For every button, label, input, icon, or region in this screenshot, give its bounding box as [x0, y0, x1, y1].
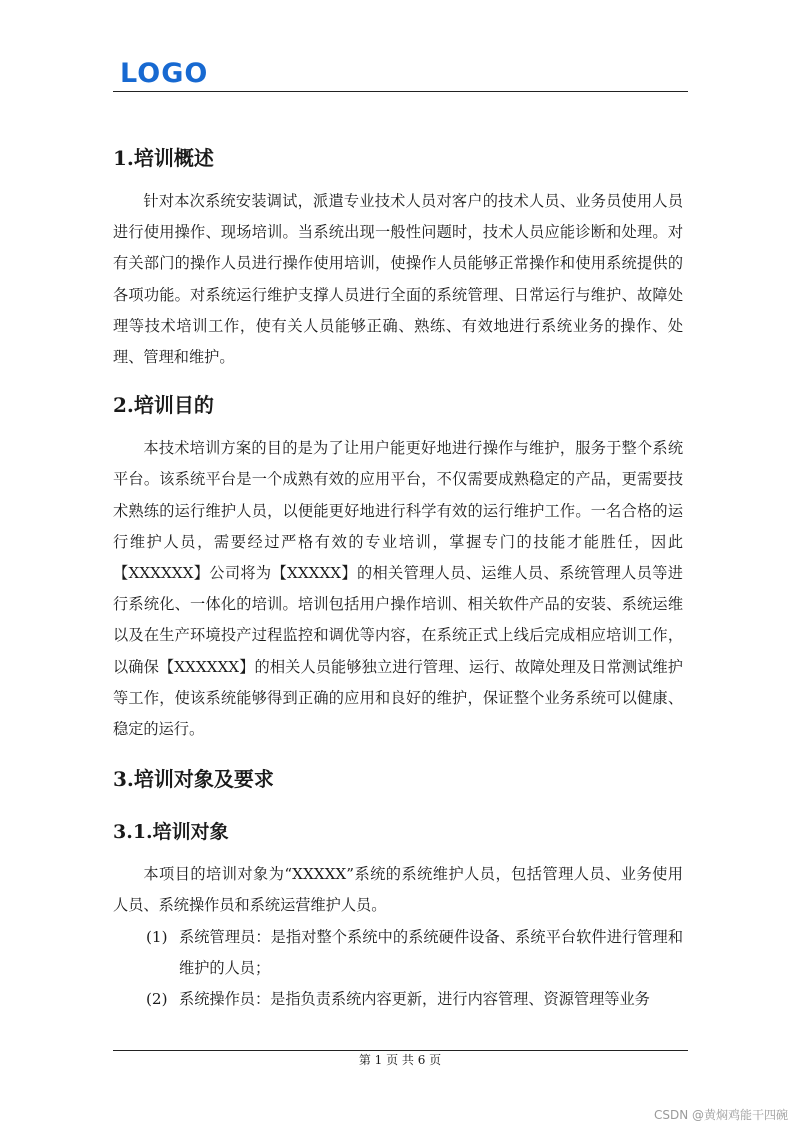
list-item-number: (1) [146, 927, 168, 946]
footer-divider [113, 1050, 688, 1051]
logo: LOGO [120, 58, 209, 89]
watermark: CSDN @黄焖鸡能干四碗 [653, 1108, 788, 1122]
section-3-1-paragraph: 本项目的培训对象为“XXXXX”系统的系统维护人员，包括管理人员、业务使用人员、系统操作员和系统运营维护人员。 [113, 865, 683, 915]
document-body [113, 140, 683, 1015]
header-divider [113, 91, 688, 92]
section-3-1-heading: 3.1.培训对象 [113, 821, 229, 844]
page-number: 第 1 页 共 6 页 [358, 1053, 442, 1067]
section-1-heading: 1.培训概述 [113, 146, 214, 170]
list-item-number: (2) [146, 990, 168, 1009]
list-item [113, 922, 683, 984]
list-item-text: 系统管理员：是指对整个系统中的系统硬件设备、系统平台软件进行管理和维护的人员； [179, 927, 683, 977]
section-2-heading: 2.培训目的 [113, 393, 214, 418]
list-item [113, 984, 683, 1015]
section-2-paragraph: 本技术培训方案的目的是为了让用户能更好地进行操作与维护，服务于整个系统平台。该系统平台是一个成熟有效的应用平台，不仅需要成熟稳定的产品，更需要技术熟练的运行维护人员，以便能更好地进行科学有效的运行维护工作。一名合格的运行维护人员，需要经过严格有效的专业培训，掌握专门的技能才能胜任，因此【XXXXXX】公司将为【XXXXX】的相关管理人员、运维人员、系统管理人员等进行系统化、一体化的培训。培训包括用户操作培训、相关软件产品的安装、系统运维以及在生产环境投产过程监控和调优等内容，在系统正式上线后完成相应培训工作，以确保【XXXXXX】的相关人员能够独立进行管理、运行、故障处理及日常测试维护等工作，使该系统能够得到正确的应用和良好的维护，保证整个业务系统可以健康、稳定的运行。 [113, 439, 683, 739]
section-3-heading: 3.培训对象及要求 [113, 767, 274, 792]
section-1-paragraph: 针对本次系统安装调试，派遣专业技术人员对客户的技术人员、业务员使用人员进行使用操作、现场培训。当系统出现一般性问题时，技术人员应能诊断和处理。对有关部门的操作人员进行操作使用培训，使操作人员能够正常操作和使用系统提供的各项功能。对系统运行维护支撑人员进行全面的系统管理、日常运行与维护、故障处理等技术培训工作，使有关人员能够正确、熟练、有效地进行系统业务的操作、处理、管理和维护。 [113, 192, 683, 367]
list-item-text: 系统操作员：是指负责系统内容更新，进行内容管理、资源管理等业务 [179, 990, 650, 1009]
